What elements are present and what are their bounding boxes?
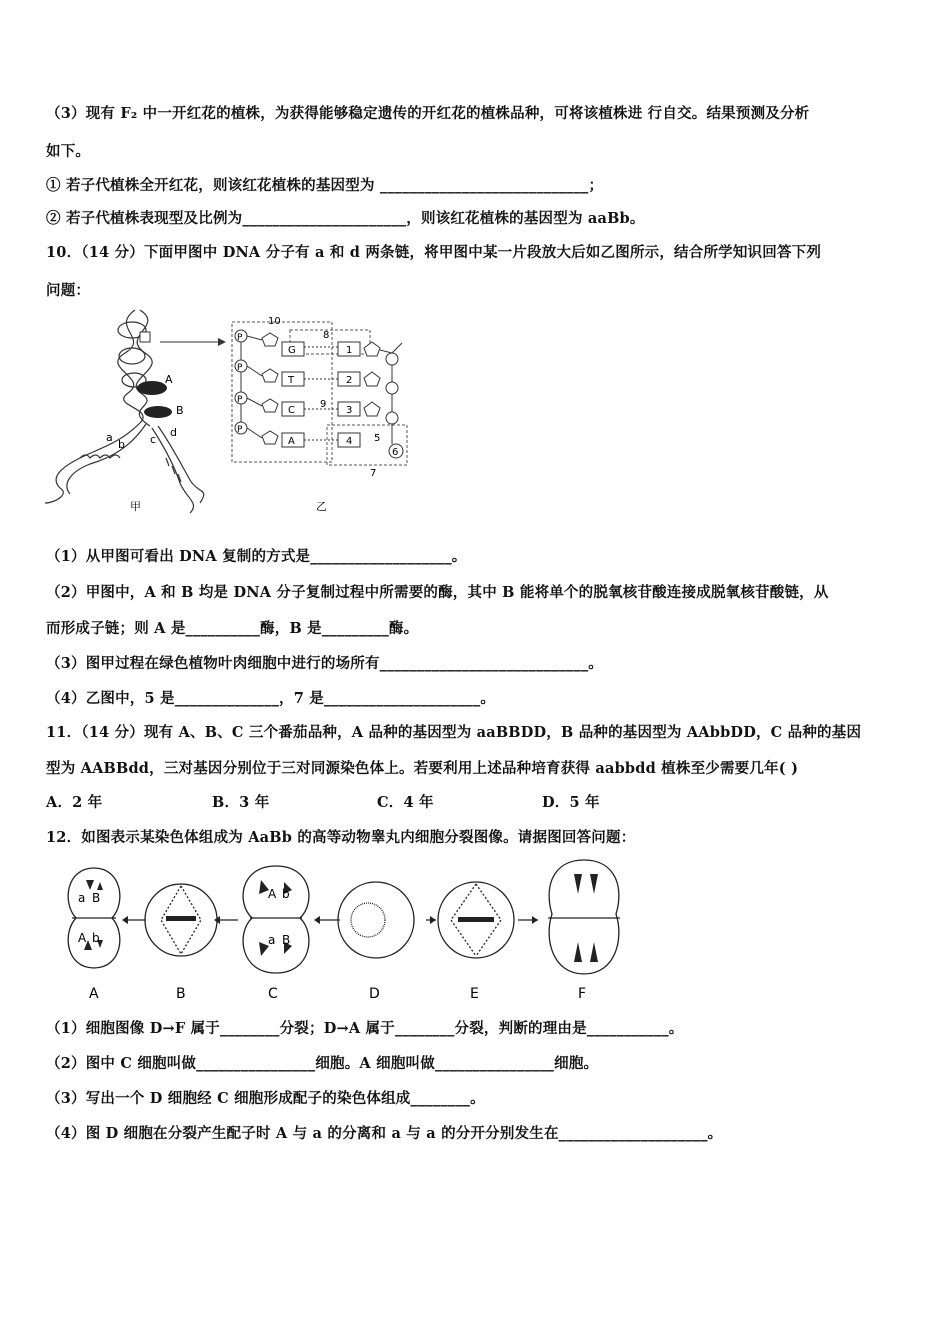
q10-stem-line1: 10．（14 分）下面甲图中 DNA 分子有 a 和 d 两条链，将甲图中某一片段放大后如乙图所示，结合所学知识回答下列: [46, 244, 822, 261]
label-9: 9: [320, 399, 327, 410]
allele-c-4: B: [282, 933, 291, 947]
allele-c-1: A: [268, 887, 277, 901]
q9-3-item1: ① 若子代植株全开红花，则该红花植株的基因型为 ____________________________；: [46, 177, 604, 194]
q9-3-line2: 如下。: [46, 143, 91, 160]
strand-label-a: a: [106, 431, 113, 444]
label-cell-f: F: [578, 986, 587, 1002]
enzyme-b-icon: [144, 406, 172, 418]
strand-label-c: c: [150, 433, 157, 446]
phosphate-1: P: [237, 333, 243, 343]
enzyme-label-a: A: [165, 373, 173, 386]
label-10: 10: [268, 316, 281, 327]
figure-jia-caption: 甲: [130, 500, 141, 513]
chromosomes: [84, 874, 598, 962]
q12-stem: 12．如图表示某染色体组成为 AaBb 的高等动物睾丸内细胞分裂图像。请据图回答问题：: [46, 829, 636, 846]
q11-option-a[interactable]: A．2 年: [46, 794, 103, 811]
q10-2-line1: （2）甲图中，A 和 B 均是 DNA 分子复制过程中所需要的酶，其中 B 能将单个的脱氧核苷酸连接成脱氧核苷酸链，从: [46, 584, 829, 601]
q10-1: （1）从甲图可看出 DNA 复制的方式是___________________。: [46, 548, 467, 565]
base-c: C: [288, 405, 295, 416]
label-8: 8: [323, 330, 330, 341]
q11-option-c[interactable]: C．4 年: [377, 794, 434, 811]
q11-stem-line1: 11．（14 分）现有 A、B、C 三个番茄品种，A 品种的基因型为 aaBBDD，B 品种的基因型为 AAbbDD，C 品种的基因: [46, 724, 862, 741]
cell-c: [243, 866, 309, 973]
q10-stem-line2: 问题：: [46, 282, 91, 299]
q10-4: （4）乙图中，5 是______________，7 是_____________________。: [46, 690, 496, 707]
phosphate-4: P: [237, 425, 243, 435]
q11-option-b[interactable]: B．3 年: [212, 794, 270, 811]
label-7: 7: [370, 468, 377, 479]
base-g: G: [288, 345, 296, 356]
cell-division-figure: [56, 858, 636, 1008]
num-4: 4: [346, 436, 353, 447]
num-1: 1: [346, 345, 353, 356]
figure-yi: [232, 316, 407, 479]
enzyme-a-icon: [137, 381, 167, 395]
num-6: 6: [392, 447, 399, 458]
q11-option-d[interactable]: D．5 年: [542, 794, 600, 811]
q12-1: （1）细胞图像 D→F 属于________分裂；D→A 属于________分裂，判断的理由是___________。: [46, 1020, 684, 1037]
strand-label-b: b: [118, 438, 125, 451]
base-a: A: [288, 436, 295, 447]
q12-3: （3）写出一个 D 细胞经 C 细胞形成配子的染色体组成________。: [46, 1090, 485, 1107]
allele-a-2: B: [92, 891, 101, 905]
enzyme-label-b: B: [176, 404, 184, 417]
label-cell-a: A: [89, 986, 99, 1002]
allele-a-3: A: [78, 931, 87, 945]
q9-3-line1: （3）现有 F₂ 中一开红花的植株，为获得能够稳定遗传的开红花的植株品种，可将该植株进 行自交。结果预测及分析: [46, 105, 810, 122]
num-3: 3: [346, 405, 353, 416]
cell-f: [549, 860, 619, 974]
q12-4: （4）图 D 细胞在分裂产生配子时 A 与 a 的分离和 a 与 a 的分开分别发生在____________________。: [46, 1125, 723, 1142]
base-t: T: [288, 375, 295, 386]
num-2: 2: [346, 375, 353, 386]
q10-3: （3）图甲过程在绿色植物叶肉细胞中进行的场所有____________________________。: [46, 655, 603, 672]
label-cell-c: C: [268, 986, 278, 1002]
num-5: 5: [374, 433, 381, 444]
cell-d: [338, 882, 414, 958]
allele-a-1: a: [78, 891, 86, 905]
allele-c-2: b: [282, 887, 290, 901]
figure-jia-box: [140, 332, 150, 342]
figure-yi-caption: 乙: [316, 500, 327, 513]
q12-2: （2）图中 C 细胞叫做________________细胞。A 细胞叫做________________细胞。: [46, 1055, 599, 1072]
label-cell-e: E: [470, 986, 479, 1002]
q11-stem-line2: 型为 AABBdd，三对基因分别位于三对同源染色体上。若要利用上述品种培育获得 aabbdd 植株至少需要几年( ): [46, 760, 799, 777]
allele-c-3: a: [268, 933, 276, 947]
phosphate-3: P: [237, 395, 243, 405]
allele-a-4: b: [92, 931, 100, 945]
dna-replication-figure: [40, 308, 420, 518]
q10-2-line2: 而形成子链；则 A 是__________酶，B 是_________酶。: [46, 620, 419, 637]
arrow-icon: [218, 338, 226, 346]
label-cell-b: B: [176, 986, 186, 1002]
label-cell-d: D: [369, 986, 380, 1002]
phosphate-2: P: [237, 363, 243, 373]
strand-label-d: d: [170, 426, 177, 439]
q9-3-item2: ② 若子代植株表现型及比例为______________________，则该红花植株的基因型为 aaBb。: [46, 210, 645, 227]
